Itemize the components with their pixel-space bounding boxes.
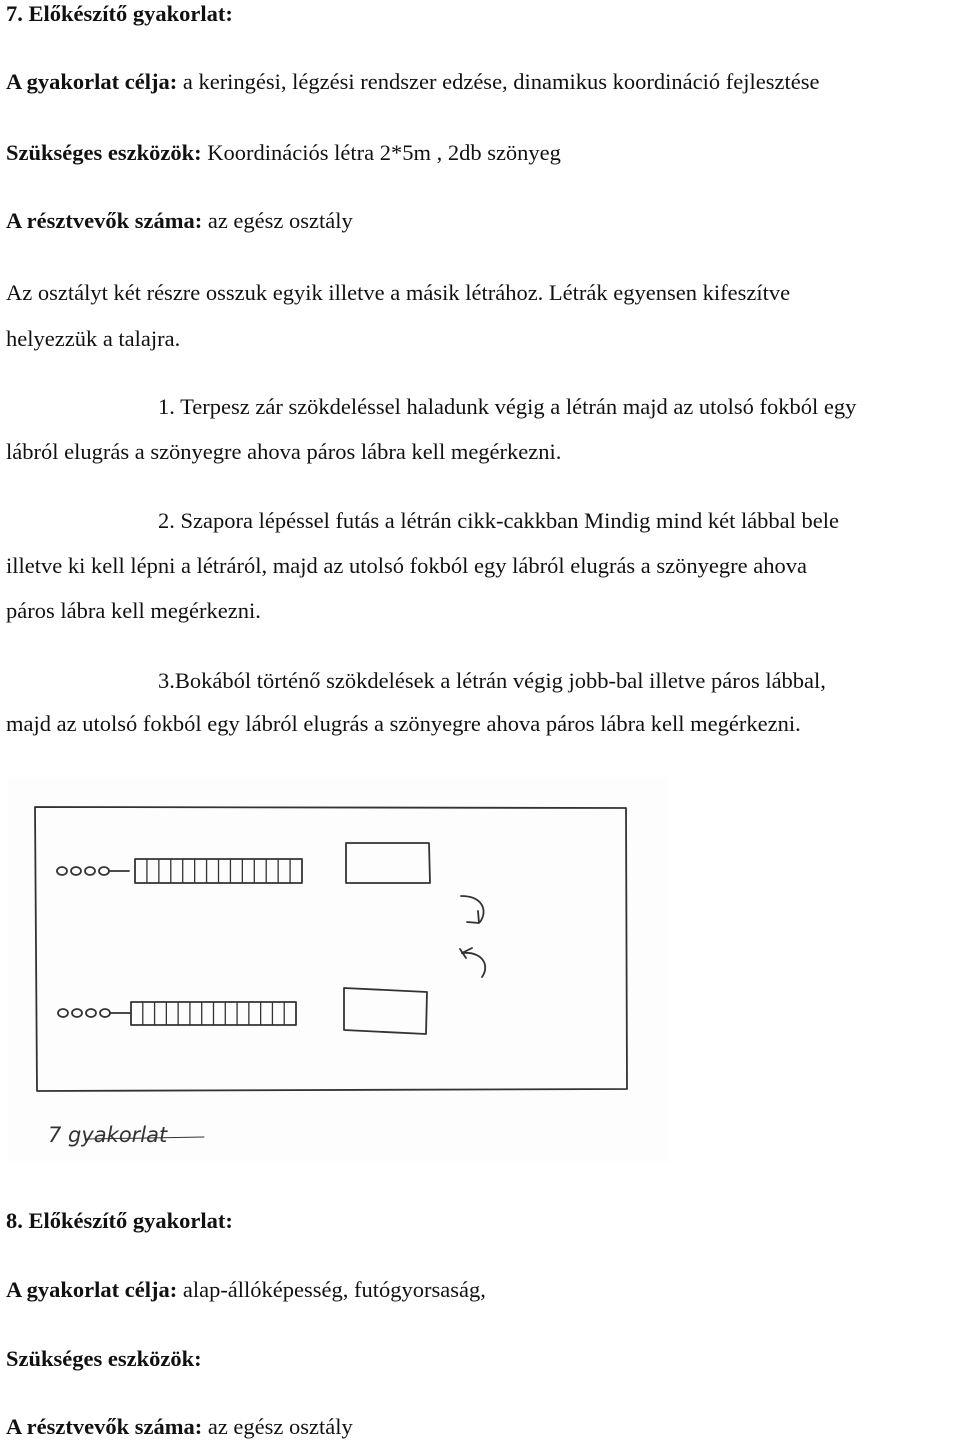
equipment-label-8: Szükséges eszközök: (6, 1346, 202, 1371)
equipment-line-8 (6, 1344, 202, 1374)
intro-line-2: helyezzük a talajra. (6, 326, 181, 351)
goal-label: A gyakorlat célja: (6, 69, 178, 94)
exercise-sketch (8, 777, 668, 1162)
step-2-line-1: 2. Szapora lépéssel futás a létrán cikk-cakkban Mindig mind két lábbal bele (158, 508, 840, 533)
participants-group-top (57, 867, 129, 875)
mat-bottom (344, 988, 427, 1034)
section-7-heading: 7. Előkészítő gyakorlat: (6, 1, 233, 26)
step-3-line-1: 3.Bokából történő szökdelések a létrán végig jobb-bal illetve páros lábbal, (158, 668, 826, 693)
step-1-line-1: 1. Terpesz zár szökdeléssel haladunk végig a létrán majd az utolsó fokból egy (158, 394, 857, 419)
participants-label: A résztvevők száma: (6, 208, 203, 233)
field-border (35, 807, 627, 1091)
participants-text: az egész osztály (202, 208, 353, 233)
equipment-label: Szükséges eszközök: (6, 140, 202, 165)
step-3-line-2: majd az utolsó fokból egy lábról elugrás a szönyegre ahova páros lábra kell megérkezni. (6, 711, 801, 736)
equipment-line (6, 138, 561, 168)
step-1-line-2: lábról elugrás a szönyegre ahova páros lábra kell megérkezni. (6, 439, 562, 464)
goal-line-8 (6, 1275, 486, 1305)
return-arrow-up (460, 948, 485, 977)
mat-top (346, 843, 430, 883)
participants-line (6, 206, 353, 236)
goal-text: a keringési, légzési rendszer edzése, dinamikus koordináció fejlesztése (177, 69, 820, 94)
equipment-text: Koordinációs létra 2*5m , 2db szönyeg (201, 140, 561, 165)
section-8-heading: 8. Előkészítő gyakorlat: (6, 1208, 233, 1233)
step-2-line-2: illetve ki kell lépni a létráról, majd az utolsó fokból egy lábról elugrás a szönyegre ahova (6, 553, 807, 578)
intro-line-1: Az osztályt két részre osszuk egyik illetve a másik létrához. Létrák egyensen kifeszítve (6, 280, 791, 305)
sketch-drawing (8, 777, 668, 1162)
participants-text-8: az egész osztály (202, 1414, 353, 1439)
goal-label-8: A gyakorlat célja: (6, 1277, 178, 1302)
goal-text-8: alap-állóképesség, futógyorsaság, (177, 1277, 486, 1302)
goal-line (6, 67, 819, 97)
participants-line-8 (6, 1412, 353, 1442)
participants-label-8: A résztvevők száma: (6, 1414, 203, 1439)
return-arrow-down (461, 896, 484, 923)
step-2-line-3: páros lábra kell megérkezni. (6, 598, 261, 623)
sketch-caption: 7 gyakorlat (48, 1123, 168, 1147)
participants-group-bottom (58, 1009, 130, 1017)
